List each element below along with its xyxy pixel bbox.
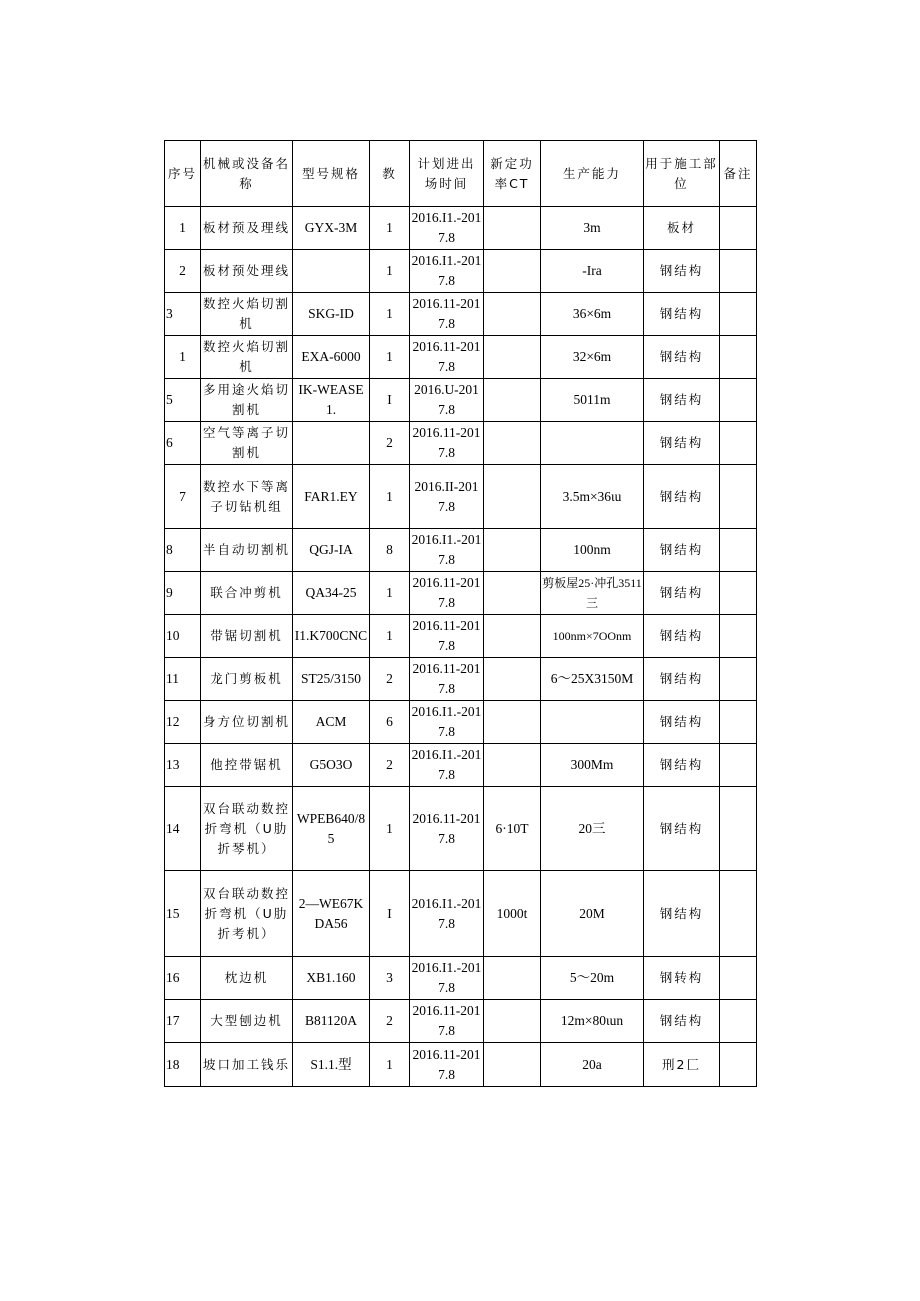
cell-power <box>484 701 541 744</box>
cell-name: 空气等离子切割机 <box>201 422 293 465</box>
table-row <box>165 787 757 871</box>
cell-name: 双台联动数控折弯机（U肋折考机） <box>201 871 293 957</box>
cell-power <box>484 1000 541 1043</box>
table-row <box>165 465 757 529</box>
cell-note <box>720 957 757 1000</box>
cell-qty: 1 <box>370 207 410 250</box>
cell-qty: I <box>370 379 410 422</box>
cell-capacity: 5～20m <box>541 957 644 1000</box>
header-model: 型号规格 <box>293 141 370 207</box>
header-note: 备注 <box>720 141 757 207</box>
cell-part: 钢结构 <box>644 465 720 529</box>
cell-note <box>720 787 757 871</box>
cell-qty: 8 <box>370 529 410 572</box>
cell-no: 13 <box>165 744 201 787</box>
cell-model: FAR1.EY <box>293 465 370 529</box>
cell-model: XB1.160 <box>293 957 370 1000</box>
cell-capacity: 5011m <box>541 379 644 422</box>
cell-name: 板材预及理线 <box>201 207 293 250</box>
cell-model: IK-WEASE1. <box>293 379 370 422</box>
cell-time: 2016.11-2017.8 <box>410 572 484 615</box>
cell-qty: 1 <box>370 615 410 658</box>
cell-name: 身方位切割机 <box>201 701 293 744</box>
cell-power <box>484 207 541 250</box>
table-row <box>165 957 757 1000</box>
cell-capacity: 3.5m×36ιu <box>541 465 644 529</box>
cell-model: ST25/3150 <box>293 658 370 701</box>
table-row <box>165 336 757 379</box>
cell-time: 2016.II-2017.8 <box>410 465 484 529</box>
cell-qty: 2 <box>370 744 410 787</box>
cell-note <box>720 1000 757 1043</box>
cell-name: 他控带锯机 <box>201 744 293 787</box>
cell-no: 8 <box>165 529 201 572</box>
table-row <box>165 572 757 615</box>
cell-no: 17 <box>165 1000 201 1043</box>
cell-note <box>720 701 757 744</box>
cell-power <box>484 250 541 293</box>
cell-part: 钢结构 <box>644 379 720 422</box>
cell-capacity: 36×6m <box>541 293 644 336</box>
header-capacity: 生产能力 <box>541 141 644 207</box>
cell-time: 2016.11-2017.8 <box>410 658 484 701</box>
cell-capacity: 12m×80ιun <box>541 1000 644 1043</box>
cell-name: 龙门剪板机 <box>201 658 293 701</box>
cell-part: 钢结构 <box>644 787 720 871</box>
table-row <box>165 1000 757 1043</box>
cell-model: S1.1.型 <box>293 1043 370 1087</box>
cell-qty: 2 <box>370 1000 410 1043</box>
cell-power <box>484 293 541 336</box>
header-row <box>165 141 757 207</box>
cell-note <box>720 572 757 615</box>
cell-part: 钢结构 <box>644 250 720 293</box>
cell-model: ACM <box>293 701 370 744</box>
table-row <box>165 615 757 658</box>
cell-qty: 1 <box>370 250 410 293</box>
cell-time: 2016.11-2017.8 <box>410 336 484 379</box>
cell-note <box>720 422 757 465</box>
cell-name: 多用途火焰切割机 <box>201 379 293 422</box>
cell-model <box>293 422 370 465</box>
cell-part: 钢结构 <box>644 336 720 379</box>
cell-no: 7 <box>165 465 201 529</box>
cell-capacity <box>541 701 644 744</box>
table-row <box>165 1043 757 1087</box>
cell-no: 5 <box>165 379 201 422</box>
cell-name: 数控火焰切割机 <box>201 336 293 379</box>
header-seq: 序号 <box>165 141 201 207</box>
table-row <box>165 422 757 465</box>
cell-note <box>720 379 757 422</box>
cell-power <box>484 529 541 572</box>
cell-note <box>720 465 757 529</box>
cell-power <box>484 615 541 658</box>
cell-no: 11 <box>165 658 201 701</box>
cell-time: 2016.11-2017.8 <box>410 615 484 658</box>
cell-name: 半自动切割机 <box>201 529 293 572</box>
cell-part: 钢结构 <box>644 701 720 744</box>
header-power: 新定功率CT <box>484 141 541 207</box>
cell-capacity <box>541 422 644 465</box>
cell-qty: I <box>370 871 410 957</box>
cell-part: 钢结构 <box>644 422 720 465</box>
cell-no: 6 <box>165 422 201 465</box>
cell-time: 2016.I1.-2017.8 <box>410 957 484 1000</box>
cell-time: 2016.I1.-2017.8 <box>410 701 484 744</box>
cell-capacity: 20三 <box>541 787 644 871</box>
cell-qty: 1 <box>370 293 410 336</box>
cell-capacity: 6～25X3150M <box>541 658 644 701</box>
cell-model <box>293 250 370 293</box>
cell-capacity: 3m <box>541 207 644 250</box>
cell-qty: 2 <box>370 658 410 701</box>
cell-part: 钢结构 <box>644 615 720 658</box>
cell-part: 钢结构 <box>644 572 720 615</box>
cell-name: 数控火焰切割机 <box>201 293 293 336</box>
cell-note <box>720 207 757 250</box>
equipment-table <box>164 140 757 1087</box>
cell-part: 钢转构 <box>644 957 720 1000</box>
cell-capacity: -Ira <box>541 250 644 293</box>
cell-model: GYX-3M <box>293 207 370 250</box>
cell-part: 刑2匚 <box>644 1043 720 1087</box>
cell-note <box>720 529 757 572</box>
cell-no: 1 <box>165 336 201 379</box>
cell-time: 2016.11-2017.8 <box>410 1043 484 1087</box>
table-row <box>165 744 757 787</box>
cell-time: 2016.11-2017.8 <box>410 1000 484 1043</box>
cell-model: 2—WE67KDA56 <box>293 871 370 957</box>
cell-part: 钢结构 <box>644 658 720 701</box>
cell-part: 钢结构 <box>644 529 720 572</box>
table-row <box>165 529 757 572</box>
table-row <box>165 207 757 250</box>
cell-power <box>484 379 541 422</box>
cell-power <box>484 465 541 529</box>
cell-note <box>720 336 757 379</box>
cell-part: 钢结构 <box>644 744 720 787</box>
cell-no: 9 <box>165 572 201 615</box>
header-qty: 教 <box>370 141 410 207</box>
cell-time: 2016.11-2017.8 <box>410 787 484 871</box>
cell-time: 2016.11-2017.8 <box>410 293 484 336</box>
cell-qty: 1 <box>370 572 410 615</box>
cell-no: 1 <box>165 207 201 250</box>
cell-name: 大型刨边机 <box>201 1000 293 1043</box>
cell-time: 2016.U-2017.8 <box>410 379 484 422</box>
cell-capacity: 剪板屋25·冲孔3511三 <box>541 572 644 615</box>
cell-time: 2016.I1.-2017.8 <box>410 871 484 957</box>
cell-part: 板材 <box>644 207 720 250</box>
cell-power <box>484 572 541 615</box>
cell-no: 3 <box>165 293 201 336</box>
cell-note <box>720 615 757 658</box>
cell-note <box>720 1043 757 1087</box>
cell-model: EXA-6000 <box>293 336 370 379</box>
table-row <box>165 293 757 336</box>
cell-time: 2016.I1.-2017.8 <box>410 207 484 250</box>
cell-time: 2016.11-2017.8 <box>410 422 484 465</box>
cell-power <box>484 1043 541 1087</box>
cell-time: 2016.I1.-2017.8 <box>410 744 484 787</box>
header-part: 用于施工部位 <box>644 141 720 207</box>
cell-qty: 1 <box>370 465 410 529</box>
cell-capacity: 20M <box>541 871 644 957</box>
cell-no: 14 <box>165 787 201 871</box>
cell-name: 枕边机 <box>201 957 293 1000</box>
cell-qty: 3 <box>370 957 410 1000</box>
cell-name: 板材预处理线 <box>201 250 293 293</box>
cell-no: 16 <box>165 957 201 1000</box>
cell-qty: 2 <box>370 422 410 465</box>
cell-qty: 6 <box>370 701 410 744</box>
cell-power <box>484 336 541 379</box>
cell-power <box>484 957 541 1000</box>
cell-part: 钢结构 <box>644 293 720 336</box>
cell-model: QGJ-IA <box>293 529 370 572</box>
cell-note <box>720 658 757 701</box>
cell-model: WPEB640/85 <box>293 787 370 871</box>
table-row <box>165 871 757 957</box>
cell-part: 钢结构 <box>644 871 720 957</box>
cell-name: 坡口加工钱乐 <box>201 1043 293 1087</box>
cell-time: 2016.I1.-2017.8 <box>410 250 484 293</box>
cell-power <box>484 422 541 465</box>
cell-note <box>720 293 757 336</box>
table-row <box>165 379 757 422</box>
table-row <box>165 250 757 293</box>
cell-capacity: 20a <box>541 1043 644 1087</box>
cell-note <box>720 250 757 293</box>
cell-note <box>720 744 757 787</box>
cell-name: 联合冲剪机 <box>201 572 293 615</box>
cell-power <box>484 744 541 787</box>
cell-qty: 1 <box>370 1043 410 1087</box>
cell-model: G5O3O <box>293 744 370 787</box>
cell-capacity: 100nm <box>541 529 644 572</box>
cell-capacity: 32×6m <box>541 336 644 379</box>
header-time: 计划进出场时间 <box>410 141 484 207</box>
cell-power <box>484 658 541 701</box>
table-row <box>165 701 757 744</box>
cell-no: 10 <box>165 615 201 658</box>
cell-qty: 1 <box>370 787 410 871</box>
cell-time: 2016.I1.-2017.8 <box>410 529 484 572</box>
cell-model: I1.K700CNC <box>293 615 370 658</box>
cell-no: 18 <box>165 1043 201 1087</box>
cell-power: 1000t <box>484 871 541 957</box>
cell-no: 15 <box>165 871 201 957</box>
cell-model: B81120A <box>293 1000 370 1043</box>
cell-note <box>720 871 757 957</box>
cell-no: 2 <box>165 250 201 293</box>
table-row <box>165 658 757 701</box>
cell-qty: 1 <box>370 336 410 379</box>
cell-model: QA34-25 <box>293 572 370 615</box>
header-name: 机械或没备名称 <box>201 141 293 207</box>
cell-power: 6·10T <box>484 787 541 871</box>
cell-capacity: 100nm×7OOnm <box>541 615 644 658</box>
cell-part: 钢结构 <box>644 1000 720 1043</box>
cell-model: SKG-ID <box>293 293 370 336</box>
cell-capacity: 300Mm <box>541 744 644 787</box>
cell-name: 双台联动数控折弯机（U肋折琴机） <box>201 787 293 871</box>
cell-no: 12 <box>165 701 201 744</box>
cell-name: 带锯切割机 <box>201 615 293 658</box>
cell-name: 数控水下等离子切钻机组 <box>201 465 293 529</box>
